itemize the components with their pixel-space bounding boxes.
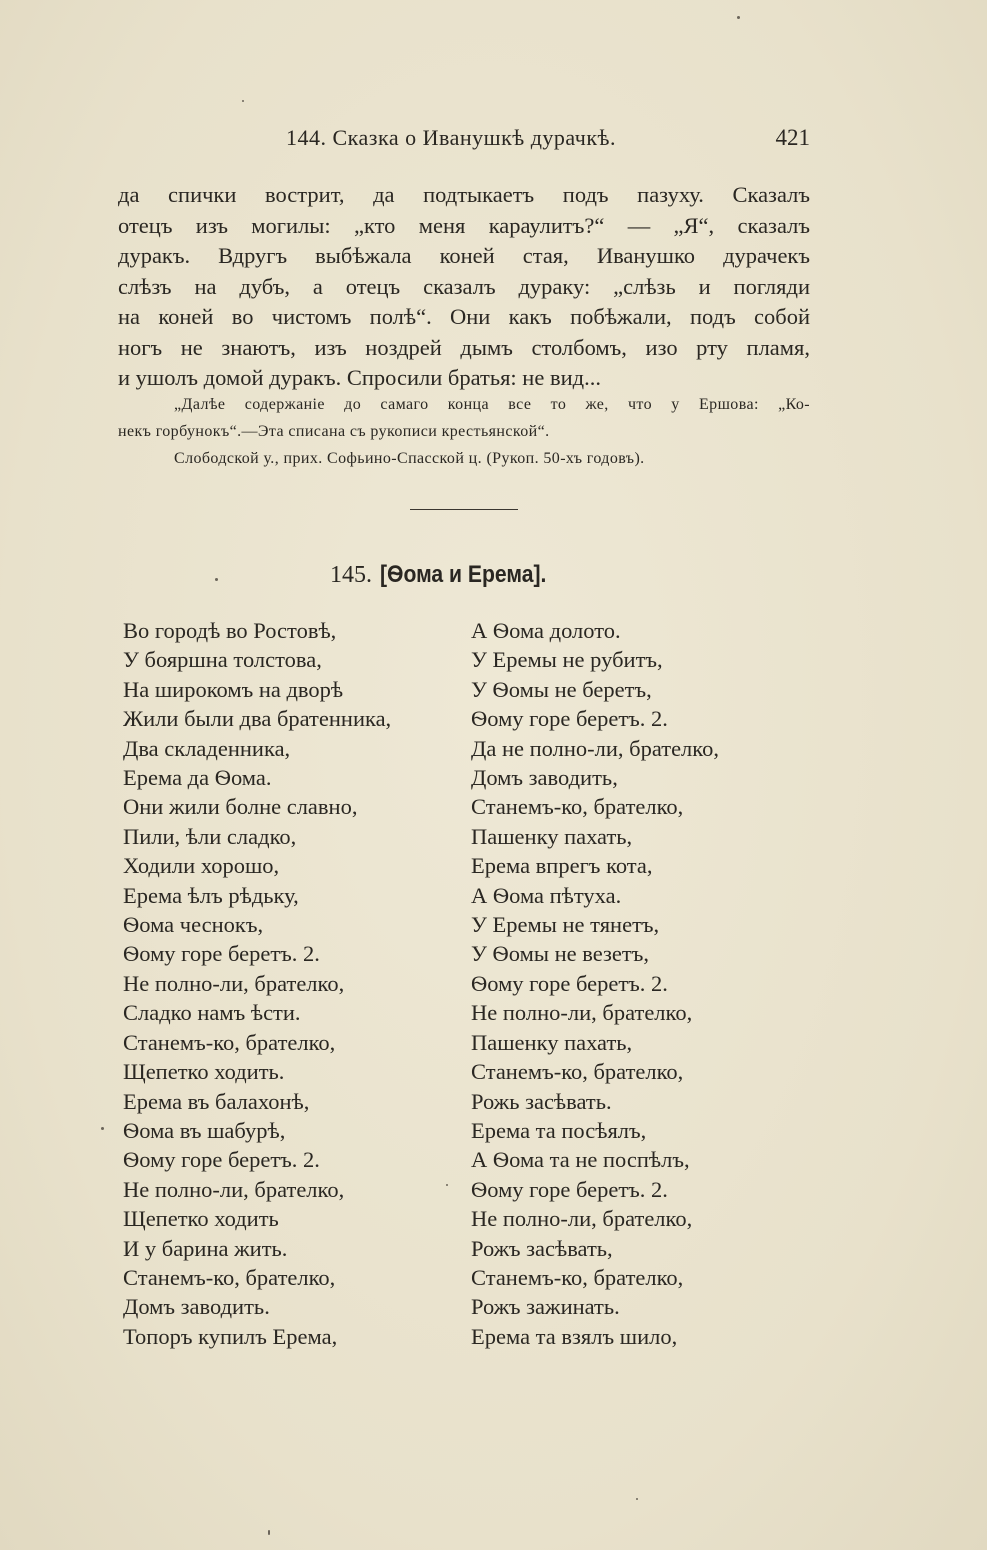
poem-line: Пашенку пахать, (471, 823, 633, 849)
editorial-note (118, 391, 810, 472)
poem-line: Станемъ-ко, брателко, (471, 794, 684, 820)
prose-line: слѣзъ на дубъ, а отецъ сказалъ дураку: „слѣзь и погляди (118, 273, 810, 299)
poem-line: Ѳому горе беретъ. 2. (471, 706, 668, 732)
poem-line: Ѳома чеснокъ, (123, 912, 264, 938)
poem-line: Не полно-ли, брателко, (123, 970, 345, 996)
note-line: некъ горбунокъ“.—Эта списана съ рукописи крестьянской“. (118, 423, 550, 440)
paper-speck (101, 1127, 104, 1130)
paper-speck (636, 1498, 638, 1500)
poem-line: Пили, ѣли сладко, (123, 823, 297, 849)
poem-line: Ѳому горе беретъ. 2. (123, 941, 320, 967)
paper-speck (737, 16, 740, 19)
poem-line: Ерема ѣлъ рѣдьку, (123, 882, 299, 908)
section-heading (330, 560, 569, 589)
poem-line: Топоръ купилъ Ерема, (123, 1323, 338, 1349)
poem-line: Домъ заводить. (123, 1294, 270, 1320)
poem-line: А Ѳома пѣтуха. (471, 882, 622, 908)
poem-line: Станемъ-ко, брателко, (471, 1264, 684, 1290)
poem-line: Ерема да Ѳома. (123, 765, 272, 791)
poem-line: Ѳому горе беретъ. 2. (123, 1147, 320, 1173)
note-line: Слободской у., прих. Софьино-Спасской ц. (Рукоп. 50-хъ годовъ). (174, 450, 645, 467)
poem-line: Во городѣ во Ростовѣ, (123, 618, 337, 643)
paper-speck (215, 578, 218, 581)
poem-line: Они жили болне славно, (123, 794, 358, 820)
poem-line: А Ѳома та не поспѣлъ, (471, 1147, 690, 1173)
poem-line: Не полно-ли, брателко, (471, 1206, 693, 1232)
poem-line: Щепетко ходить (123, 1206, 279, 1232)
poem-line: Ѳому горе беретъ. 2. (471, 1176, 668, 1202)
poem-line: Ерема въ балахонѣ, (123, 1088, 310, 1114)
section-number: 145. (330, 562, 372, 588)
prose-line: да спички вострит, да подтыкаетъ подъ пазуху. Сказалъ (118, 182, 810, 207)
poem-line: Два складенника, (123, 735, 291, 761)
note-line: „Далѣе содержаніе до самаго конца все то же, что у Ершова: „Ко- (174, 396, 810, 413)
poem-line: У Еремы не рубитъ, (471, 647, 663, 673)
poem-line: Не полно-ли, брателко, (123, 1176, 345, 1202)
poem-line: Сладко намъ ѣсти. (123, 1000, 301, 1026)
poem-column-left (123, 616, 391, 1351)
prose-paragraph (118, 180, 810, 394)
page-number: 421 (775, 125, 810, 150)
poem-line: Да не полно-ли, брателко, (471, 735, 719, 761)
poem-line: У Еремы не тянетъ, (471, 912, 660, 938)
poem-line: Ерема та взялъ шило, (471, 1323, 678, 1349)
poem-line: Станемъ-ко, брателко, (123, 1029, 336, 1055)
poem-line: Пашенку пахать, (471, 1029, 633, 1055)
prose-line: ногъ не знаютъ, изъ ноздрей дымъ столбомъ, изо рту пламя, (118, 334, 810, 360)
poem-line: И у барина жить. (123, 1235, 288, 1261)
paper-speck (268, 1530, 270, 1535)
poem-line: Рожъ зажинать. (471, 1294, 620, 1320)
poem-line: А Ѳома долото. (471, 618, 621, 643)
section-title: [Ѳома и Ерема]. (379, 561, 546, 588)
poem-line: Жили были два братенника, (123, 706, 392, 732)
poem-line: Станемъ-ко, брателко, (471, 1059, 684, 1085)
poem-line: Рожъ засѣвать, (471, 1235, 613, 1261)
prose-line: на коней во чистомъ полѣ“. Они какъ побѣжали, подъ собой (118, 304, 810, 329)
poem-line: У Ѳомы не везетъ, (471, 941, 649, 967)
poem-line: Ерема впрегъ кота, (471, 853, 653, 879)
prose-line: отецъ изъ могилы: „кто меня караулитъ?“ — „Я“, сказалъ (118, 212, 810, 238)
poem-line: На широкомъ на дворѣ (123, 676, 344, 702)
poem-line: Ходили хорошо, (123, 853, 280, 879)
poem-line: Ѳому горе беретъ. 2. (471, 970, 668, 996)
section-divider (410, 509, 518, 510)
poem-line: Щепетко ходить. (123, 1059, 285, 1085)
poem-line: У Ѳомы не беретъ, (471, 676, 652, 702)
poem-line: Ерема та посѣялъ, (471, 1117, 647, 1143)
poem-line: Станемъ-ко, брателко, (123, 1264, 336, 1290)
poem-line: Не полно-ли, брателко, (471, 1000, 693, 1026)
poem-line: Ѳома въ шабурѣ, (123, 1117, 286, 1143)
paper-speck (242, 100, 244, 102)
poem-line: Домъ заводить, (471, 765, 618, 791)
paper-speck (446, 1184, 448, 1186)
prose-line: и ушолъ домой дуракъ. Спросили братья: не вид... (118, 365, 601, 390)
running-header (118, 125, 818, 157)
poem-line: У бояршна толстова, (123, 647, 322, 673)
running-title: 144. Сказка о Иванушкѣ дурачкѣ. (286, 125, 616, 150)
poem-column-right (471, 616, 719, 1351)
poem-line: Рожь засѣвать. (471, 1088, 612, 1114)
prose-line: дуракъ. Вдругъ выбѣжала коней стая, Иванушко дурачекъ (118, 243, 810, 268)
